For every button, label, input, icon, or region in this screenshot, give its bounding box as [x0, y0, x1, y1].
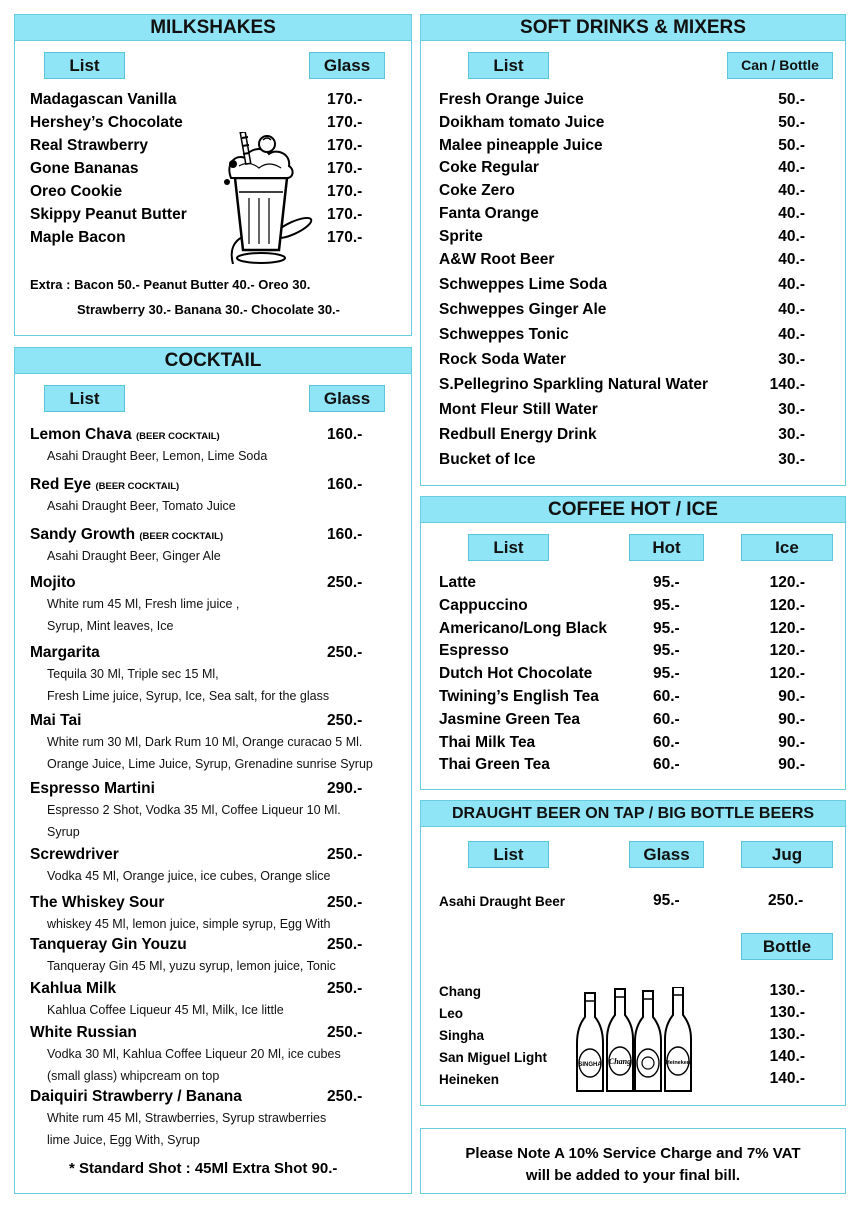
- menu-item-price: 30.-: [778, 426, 805, 443]
- menu-item-name: Twining’s English Tea: [439, 688, 599, 705]
- cocktail-description: Orange Juice, Lime Juice, Syrup, Grenadine sunrise Syrup: [47, 757, 373, 771]
- menu-item-price: 50.-: [778, 114, 805, 131]
- menu-item-name: Skippy Peanut Butter: [30, 206, 187, 223]
- menu-item-ice-price: 90.-: [778, 688, 805, 705]
- cocktail-name: Daiquiri Strawberry / Banana: [30, 1088, 242, 1105]
- cocktail-tag: (BEER COCKTAIL): [135, 431, 220, 442]
- cocktail-description: Vodka 45 Ml, Orange juice, ice cubes, Orange slice: [47, 869, 331, 883]
- draught-beer-jug-price: 250.-: [768, 892, 804, 909]
- cocktail-description: White rum 30 Ml, Dark Rum 10 Ml, Orange curacao 5 Ml.: [47, 735, 363, 749]
- menu-item-price: 40.-: [778, 326, 805, 343]
- cocktail-description: Asahi Draught Beer, Ginger Ale: [47, 549, 221, 563]
- cocktail-item: [30, 1088, 242, 1106]
- menu-item-name: Maple Bacon: [30, 229, 126, 246]
- notice-line2: will be added to your final bill.: [525, 1167, 741, 1184]
- cocktail-description: White rum 45 Ml, Strawberries, Syrup strawberries: [47, 1111, 327, 1125]
- cocktail-name: Red Eye: [30, 476, 92, 493]
- cocktail-description: lime Juice, Egg With, Syrup: [47, 1133, 200, 1147]
- cocktail-name: Screwdriver: [30, 846, 119, 863]
- menu-item-ice-price: 120.-: [769, 619, 805, 637]
- draught-beer-name: Asahi Draught Beer: [439, 894, 566, 909]
- menu-item-name: S.Pellegrino Sparkling Natural Water: [439, 376, 709, 393]
- menu-item-hot-price: 60.-: [653, 688, 680, 705]
- beer-jug-header: Jug: [741, 841, 833, 868]
- cocktail-price: 250.-: [327, 574, 363, 591]
- menu-item-hot-price: 95.-: [653, 596, 680, 614]
- cocktail-item: [30, 712, 81, 730]
- cocktail-description: Syrup, Mint leaves, Ice: [47, 619, 174, 633]
- bottle-beer-price: 140.-: [769, 1070, 805, 1087]
- service-charge-notice: [420, 1128, 846, 1194]
- bottle-beer-name: Singha: [439, 1028, 485, 1043]
- cocktail-item: [30, 780, 155, 798]
- cocktail-panel: [14, 347, 412, 1194]
- menu-item-price: 170.-: [327, 114, 363, 131]
- beer-bottle-header: Bottle: [741, 933, 833, 960]
- menu-item-name: Fanta Orange: [439, 205, 539, 222]
- menu-item-name: Americano/Long Black: [439, 619, 607, 637]
- cocktail-price: 160.-: [327, 526, 363, 543]
- cocktail-description: Syrup: [47, 825, 80, 839]
- cocktail-item: [30, 574, 76, 592]
- menu-item-price: 40.-: [778, 205, 805, 222]
- menu-item-price: 40.-: [778, 182, 805, 199]
- cocktail-item: [30, 644, 100, 662]
- cocktail-name: The Whiskey Sour: [30, 894, 165, 911]
- menu-item-price: 170.-: [327, 183, 363, 200]
- draught-beer-glass-price: 95.-: [653, 892, 680, 909]
- menu-item-ice-price: 120.-: [769, 665, 805, 683]
- cocktail-name: Tanqueray Gin Youzu: [30, 936, 187, 953]
- menu-item-name: Coke Zero: [439, 182, 515, 199]
- cocktail-price: 250.-: [327, 980, 363, 997]
- cocktail-description: Asahi Draught Beer, Tomato Juice: [47, 499, 236, 513]
- menu-item-name: Real Strawberry: [30, 137, 149, 154]
- menu-item-price: 40.-: [778, 159, 805, 176]
- menu-item-name: Bucket of Ice: [439, 451, 536, 468]
- cocktail-price: 250.-: [327, 1024, 363, 1041]
- menu-item-name: Hershey’s Chocolate: [30, 114, 183, 131]
- menu-item-ice-price: 120.-: [769, 642, 805, 660]
- cocktail-tag: (BEER COCKTAIL): [139, 531, 224, 542]
- menu-item-name: Schweppes Ginger Ale: [439, 301, 607, 318]
- menu-item-name: Coke Regular: [439, 159, 539, 176]
- coffee-list-header: List: [468, 534, 549, 561]
- cocktail-item: [30, 894, 164, 912]
- menu-item-name: Espresso: [439, 642, 509, 660]
- menu-item-price: 30.-: [778, 451, 805, 468]
- menu-item-ice-price: 90.-: [778, 756, 805, 774]
- menu-item-hot-price: 95.-: [653, 619, 680, 637]
- bottle-beer-price: 130.-: [769, 1026, 805, 1043]
- menu-item-name: Oreo Cookie: [30, 183, 123, 200]
- menu-item-name: Mont Fleur Still Water: [439, 401, 598, 418]
- milkshakes-list-header: List: [44, 52, 125, 79]
- menu-item-ice-price: 120.-: [769, 596, 805, 614]
- menu-item-ice-price: 90.-: [778, 733, 805, 751]
- milkshakes-title: MILKSHAKES: [15, 15, 411, 41]
- menu-item-price: 170.-: [327, 91, 363, 108]
- bottle-beer-name: San Miguel Light: [439, 1050, 547, 1065]
- menu-item-hot-price: 60.-: [653, 756, 680, 774]
- notice-line1: Please Note A 10% Service Charge and 7% VAT: [465, 1145, 801, 1162]
- menu-item-price: 40.-: [778, 301, 805, 318]
- menu-item-name: Madagascan Vanilla: [30, 91, 177, 108]
- cocktail-price: 160.-: [327, 476, 363, 493]
- milkshakes-extra-line1: Extra : Bacon 50.- Peanut Butter 40.- Oreo 30.: [30, 277, 311, 292]
- cocktail-description: Vodka 30 Ml, Kahlua Coffee Liqueur 20 Ml, ice cubes: [47, 1047, 341, 1061]
- cocktail-description: Espresso 2 Shot, Vodka 35 Ml, Coffee Liqueur 10 Ml.: [47, 803, 341, 817]
- bottle-label-singha: SINGHA: [578, 1062, 602, 1068]
- beer-glass-header: Glass: [629, 841, 704, 868]
- cocktail-name: White Russian: [30, 1024, 137, 1041]
- soft-drinks-list-header: List: [468, 52, 549, 79]
- cocktail-price: 250.-: [327, 936, 363, 953]
- cocktail-item: [30, 526, 223, 544]
- menu-item-ice-price: 90.-: [778, 710, 805, 728]
- cocktail-price: 250.-: [327, 644, 363, 661]
- cocktail-description: Tequila 30 Ml, Triple sec 15 Ml,: [47, 667, 219, 681]
- menu-item-hot-price: 60.-: [653, 710, 680, 728]
- menu-item-name: Jasmine Green Tea: [439, 710, 581, 728]
- soft-drinks-can-header: Can / Bottle: [727, 52, 833, 79]
- coffee-ice-header: Ice: [741, 534, 833, 561]
- cocktail-description: whiskey 45 Ml, lemon juice, simple syrup, Egg With: [47, 917, 331, 931]
- menu-item-price: 40.-: [778, 251, 805, 268]
- milkshake-illustration: [203, 132, 315, 264]
- milkshakes-panel: [14, 14, 412, 336]
- cocktail-item: [30, 846, 119, 864]
- cocktail-description: Asahi Draught Beer, Lemon, Lime Soda: [47, 449, 268, 463]
- cocktail-name: Mai Tai: [30, 712, 82, 729]
- bottle-label-chang: Chang: [608, 1057, 632, 1066]
- bottle-beer-price: 130.-: [769, 1004, 805, 1021]
- menu-item-price: 170.-: [327, 229, 363, 246]
- menu-item-ice-price: 120.-: [769, 574, 805, 591]
- menu-item-name: Thai Green Tea: [439, 756, 550, 774]
- menu-item-hot-price: 60.-: [653, 733, 680, 751]
- cocktail-item: [30, 426, 220, 444]
- cocktail-description: Kahlua Coffee Liqueur 45 Ml, Milk, Ice little: [47, 1003, 284, 1017]
- menu-item-name: Doikham tomato Juice: [439, 114, 605, 131]
- menu-item-hot-price: 95.-: [653, 642, 680, 660]
- menu-item-price: 170.-: [327, 160, 363, 177]
- bottle-beer-name: Chang: [439, 984, 481, 999]
- cocktail-price: 250.-: [327, 846, 363, 863]
- cocktail-description: Fresh Lime juice, Syrup, Ice, Sea salt, for the glass: [47, 689, 330, 703]
- cocktail-price: 290.-: [327, 780, 363, 797]
- beer-bottles-illustration: [569, 987, 699, 1093]
- cocktail-glass-header: Glass: [309, 385, 385, 412]
- bottle-beer-price: 140.-: [769, 1048, 805, 1065]
- milkshakes-extra-line2: Strawberry 30.- Banana 30.- Chocolate 30.-: [77, 302, 340, 317]
- cocktail-item: [30, 1024, 137, 1042]
- menu-item-name: A&W Root Beer: [439, 251, 555, 268]
- coffee-hot-header: Hot: [629, 534, 704, 561]
- coffee-panel: [420, 496, 846, 790]
- cocktail-name: Mojito: [30, 574, 76, 591]
- menu-item-name: Redbull Energy Drink: [439, 426, 597, 443]
- cocktail-footer-note: * Standard Shot : 45Ml Extra Shot 90.-: [69, 1160, 338, 1177]
- menu-item-price: 170.-: [327, 137, 363, 154]
- menu-item-price: 40.-: [778, 228, 805, 245]
- menu-item-price: 40.-: [778, 276, 805, 293]
- menu-item-name: Dutch Hot Chocolate: [439, 665, 593, 683]
- cocktail-title: COCKTAIL: [15, 348, 411, 374]
- menu-item-name: Latte: [439, 574, 477, 591]
- menu-item-name: Malee pineapple Juice: [439, 137, 603, 154]
- cocktail-price: 250.-: [327, 1088, 363, 1105]
- cocktail-price: 250.-: [327, 712, 363, 729]
- cocktail-name: Espresso Martini: [30, 780, 155, 797]
- cocktail-name: Lemon Chava: [30, 426, 132, 443]
- bottle-beer-name: Heineken: [439, 1072, 500, 1087]
- cocktail-price: 250.-: [327, 894, 363, 911]
- cocktail-item: [30, 936, 187, 954]
- menu-item-price: 50.-: [778, 137, 805, 154]
- cocktail-description: (small glass) whipcream on top: [47, 1069, 220, 1083]
- cocktail-price: 160.-: [327, 426, 363, 443]
- menu-item-name: Cappuccino: [439, 596, 528, 614]
- beer-panel: [420, 800, 846, 1106]
- menu-item-price: 50.-: [778, 91, 805, 108]
- soft-drinks-title: SOFT DRINKS & MIXERS: [421, 15, 845, 41]
- cocktail-name: Margarita: [30, 644, 100, 661]
- beer-title: DRAUGHT BEER ON TAP / BIG BOTTLE BEERS: [421, 801, 845, 827]
- cocktail-tag: (BEER COCKTAIL): [95, 481, 180, 492]
- cocktail-name: Sandy Growth: [30, 526, 136, 543]
- menu-item-name: Schweppes Lime Soda: [439, 276, 607, 293]
- soft-drinks-panel: [420, 14, 846, 486]
- bottle-beer-name: Leo: [439, 1006, 464, 1021]
- cocktail-item: [30, 980, 116, 998]
- menu-item-name: Rock Soda Water: [439, 351, 566, 368]
- cocktail-description: Tanqueray Gin 45 Ml, yuzu syrup, lemon juice, Tonic: [47, 959, 336, 973]
- menu-item-price: 140.-: [769, 376, 805, 393]
- menu-item-name: Fresh Orange Juice: [439, 91, 584, 108]
- menu-item-name: Sprite: [439, 228, 483, 245]
- cocktail-item: [30, 476, 179, 494]
- menu-item-name: Gone Bananas: [30, 160, 139, 177]
- menu-item-hot-price: 95.-: [653, 665, 680, 683]
- cocktail-list-header: List: [44, 385, 125, 412]
- menu-item-name: Schweppes Tonic: [439, 326, 569, 343]
- bottle-label-heineken: Heineken: [665, 1060, 691, 1066]
- menu-item-hot-price: 95.-: [653, 574, 680, 591]
- cocktail-name: Kahlua Milk: [30, 980, 117, 997]
- coffee-title: COFFEE HOT / ICE: [421, 497, 845, 523]
- menu-item-price: 170.-: [327, 206, 363, 223]
- menu-item-name: Thai Milk Tea: [439, 733, 536, 751]
- bottle-beer-price: 130.-: [769, 982, 805, 999]
- menu-item-price: 30.-: [778, 351, 805, 368]
- beer-list-header: List: [468, 841, 549, 868]
- cocktail-description: White rum 45 Ml, Fresh lime juice ,: [47, 597, 240, 611]
- menu-item-price: 30.-: [778, 401, 805, 418]
- milkshakes-glass-header: Glass: [309, 52, 385, 79]
